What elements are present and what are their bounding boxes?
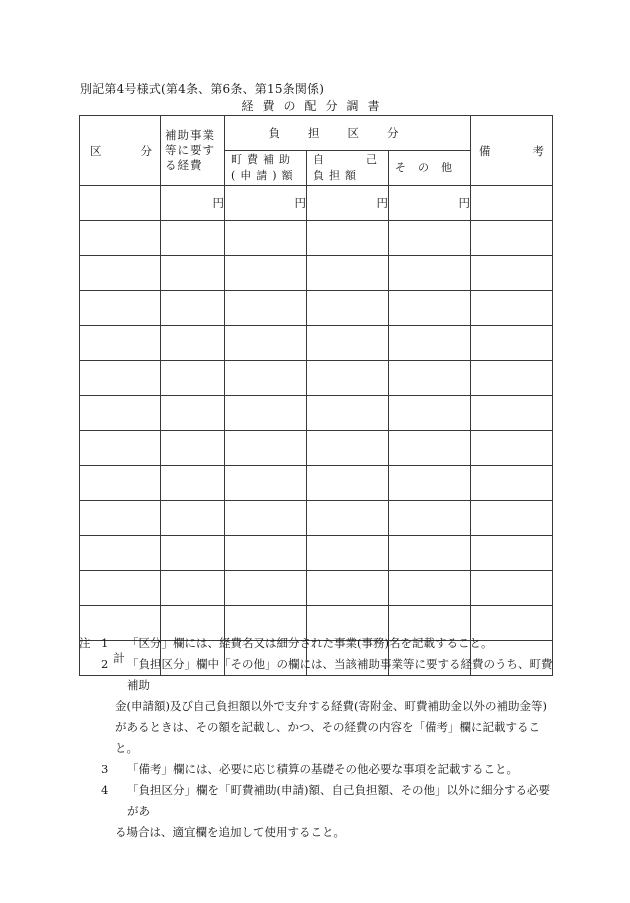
- table-cell: [225, 536, 307, 571]
- table-cell: [225, 396, 307, 431]
- table-cell: [80, 571, 161, 606]
- table-cell: [225, 571, 307, 606]
- table-cell: [161, 396, 225, 431]
- total-label: 計: [80, 641, 161, 676]
- table-cell: [471, 256, 553, 291]
- table-row: [80, 501, 553, 536]
- table-cell: [161, 501, 225, 536]
- note-item: [79, 633, 559, 654]
- table-row: [80, 466, 553, 501]
- table-cell: [389, 396, 471, 431]
- table-cell: [389, 536, 471, 571]
- unit-cell-yen: 円: [307, 186, 389, 221]
- header-jiko-futan: 自 己 負担額: [307, 151, 389, 186]
- note-text-line: があるときは、その額を記載し、かつ、その経費の内容を「備考」欄に記載すること。: [115, 720, 541, 755]
- unit-row: [80, 186, 553, 221]
- table-cell: [471, 361, 553, 396]
- table-cell: [389, 501, 471, 536]
- header-kubun: 区 分: [80, 116, 161, 186]
- table-cell: [471, 221, 553, 256]
- table-cell: [389, 221, 471, 256]
- note-number: 3: [101, 762, 109, 776]
- table-cell: [161, 571, 225, 606]
- table-cell: [161, 536, 225, 571]
- table-cell: [80, 291, 161, 326]
- table-cell: [225, 431, 307, 466]
- table-cell: [389, 431, 471, 466]
- unit-cell-yen: 円: [225, 186, 307, 221]
- table-cell: [389, 571, 471, 606]
- table-cell: [80, 501, 161, 536]
- table-cell: [307, 361, 389, 396]
- note-item: [79, 780, 559, 843]
- unit-cell-yen: 円: [389, 186, 471, 221]
- table-cell: [471, 431, 553, 466]
- note-item: [79, 654, 559, 759]
- table-cell: [225, 291, 307, 326]
- note-number: 2: [101, 657, 109, 671]
- note-item: [79, 759, 559, 780]
- header-choho-hojo: 町費補助 (申請)額: [225, 151, 307, 186]
- table-row: [80, 396, 553, 431]
- note-text-line: 「負担区分」欄中「その他」の欄には、当該補助事業等に要する経費のうち、町費補助: [127, 657, 553, 692]
- table-row: [80, 326, 553, 361]
- table-cell: [389, 361, 471, 396]
- header-bikou: 備 考: [471, 116, 553, 186]
- table-cell: [307, 221, 389, 256]
- table-row: [80, 291, 553, 326]
- document-title: 経費の配分調書: [241, 99, 389, 113]
- note-text-line: 「負担区分」欄を「町費補助(申請)額、自己負担額、その他」以外に細分する必要があ: [127, 783, 550, 818]
- table-cell: [225, 221, 307, 256]
- table-cell: [471, 501, 553, 536]
- expense-allocation-table: [79, 115, 553, 676]
- note-number: 4: [101, 783, 109, 797]
- table-cell: [225, 256, 307, 291]
- table-cell: [161, 326, 225, 361]
- header-row-1: [80, 116, 553, 151]
- table-cell: [80, 361, 161, 396]
- table-cell: [471, 291, 553, 326]
- table-row: [80, 361, 553, 396]
- table-cell: [80, 536, 161, 571]
- table-cell: [161, 256, 225, 291]
- table-row: [80, 256, 553, 291]
- unit-cell: [471, 186, 553, 221]
- table-cell: [80, 256, 161, 291]
- note-text-line: る場合は、適宜欄を追加して使用すること。: [115, 825, 345, 839]
- table-cell: [80, 396, 161, 431]
- table-cell: [307, 291, 389, 326]
- table-cell: [307, 466, 389, 501]
- notes-section: [79, 633, 559, 843]
- note-number: 1: [101, 636, 109, 650]
- table-cell: [161, 361, 225, 396]
- header-hojo-keihi: 補助事業 等に要す る経費: [161, 116, 225, 186]
- note-text-line: 「備考」欄には、必要に応じ積算の基礎その他必要な事項を記載すること。: [127, 762, 518, 776]
- table-cell: [80, 326, 161, 361]
- table-cell: [307, 571, 389, 606]
- table-cell: [471, 326, 553, 361]
- table-cell: [471, 396, 553, 431]
- table-row: [80, 221, 553, 256]
- header-futan-kubun: 負担区分: [225, 116, 471, 151]
- header-sonota: その他: [389, 151, 471, 186]
- form-number-label: 別記第4号様式(第4条、第6条、第15条関係): [80, 82, 325, 96]
- table-cell: [225, 361, 307, 396]
- table-cell: [389, 326, 471, 361]
- table-cell: [161, 431, 225, 466]
- table-cell: [471, 571, 553, 606]
- table-cell: [161, 466, 225, 501]
- table-cell: [225, 466, 307, 501]
- table-cell: [471, 466, 553, 501]
- table-cell: [161, 221, 225, 256]
- table-cell: [389, 466, 471, 501]
- table-cell: [389, 291, 471, 326]
- table-cell: [307, 256, 389, 291]
- table-cell: [307, 536, 389, 571]
- note-text-line: 金(申請額)及び自己負担額以外で支弁する経費(寄附金、町費補助金以外の補助金等): [115, 699, 547, 713]
- table-cell: [80, 466, 161, 501]
- note-text-line: 「区分」欄には、経費名又は細分された事業(事務)名を記載すること。: [127, 636, 493, 650]
- table-cell: [389, 256, 471, 291]
- table-cell: [471, 536, 553, 571]
- table-cell: [80, 431, 161, 466]
- table-row: [80, 571, 553, 606]
- table-cell: [161, 291, 225, 326]
- table-cell: [307, 431, 389, 466]
- table-cell: [225, 326, 307, 361]
- table-cell: [80, 221, 161, 256]
- unit-cell: [80, 186, 161, 221]
- table-cell: [307, 326, 389, 361]
- table-row: [80, 536, 553, 571]
- table-cell: [307, 501, 389, 536]
- unit-cell-yen: 円: [161, 186, 225, 221]
- table-cell: [307, 396, 389, 431]
- table-row: [80, 431, 553, 466]
- table-cell: [225, 501, 307, 536]
- notes-prefix: 注: [79, 636, 91, 650]
